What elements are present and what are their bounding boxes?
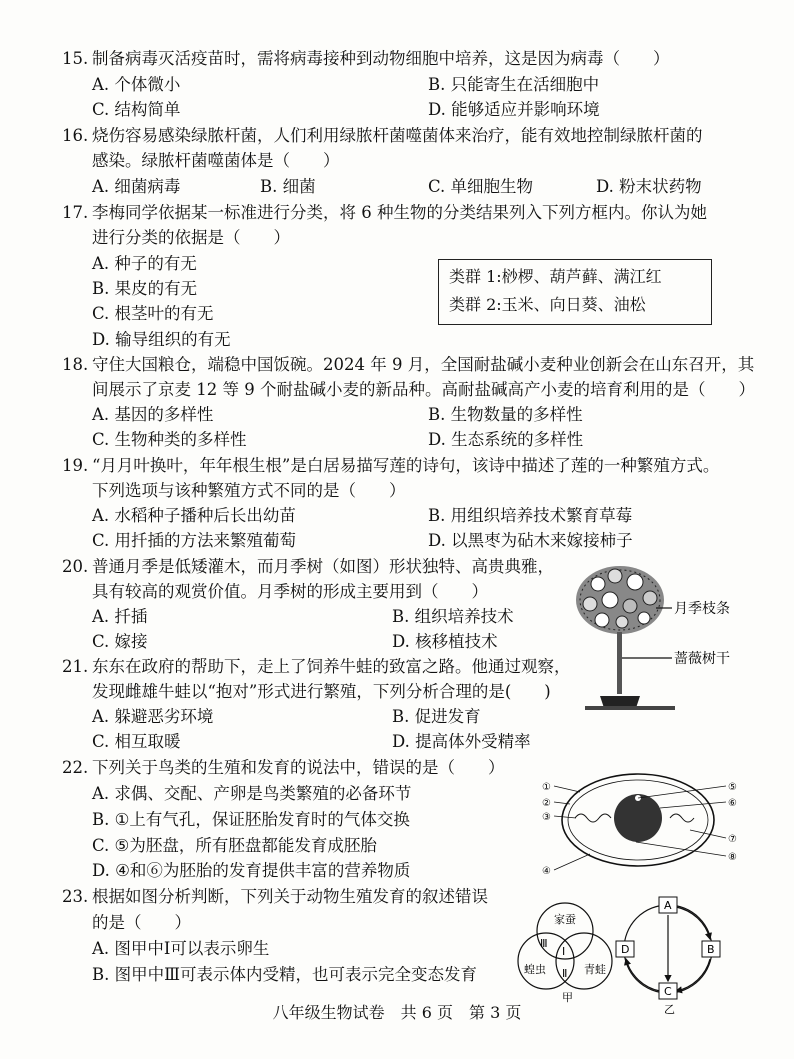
svg-text:⑦: ⑦ xyxy=(728,834,737,845)
q21-option-c[interactable]: C. 相互取暖 xyxy=(92,732,181,751)
svg-text:蝗虫: 蝗虫 xyxy=(524,963,546,976)
rose-tree-figure xyxy=(560,562,760,712)
q22-option-d[interactable]: D. ④和⑥为胚胎的发育提供丰富的营养物质 xyxy=(92,861,411,880)
q21-option-b[interactable]: B. 促进发育 xyxy=(392,707,481,726)
q15-option-a[interactable]: A. 个体微小 xyxy=(92,75,181,94)
q22-option-b[interactable]: B. ①上有气孔，保证胚胎发育时的气体交换 xyxy=(92,810,410,829)
q15-option-c[interactable]: C. 结构简单 xyxy=(92,100,181,119)
q17-option-a[interactable]: A. 种子的有无 xyxy=(92,254,197,273)
question-21-stem-cont: 发现雌雄牛蛙以“抱对”形式进行繁殖，下列分析合理的是( ) xyxy=(92,682,551,701)
q19-option-d[interactable]: D. 以黑枣为砧木来嫁接柿子 xyxy=(428,531,633,550)
question-16-stem: 16. 烧伤容易感染绿脓杆菌，人们利用绿脓杆菌噬菌体来治疗，能有效地控制绿脓杆菌的 xyxy=(62,126,703,145)
svg-text:⑥: ⑥ xyxy=(728,798,737,809)
q20-option-c[interactable]: C. 嫁接 xyxy=(92,632,148,651)
q22-option-a[interactable]: A. 求偶、交配、产卵是鸟类繁殖的必备环节 xyxy=(92,784,412,803)
q18-option-d[interactable]: D. 生态系统的多样性 xyxy=(428,430,584,449)
venn-circle-frog xyxy=(556,933,612,989)
svg-text:③: ③ xyxy=(542,812,551,823)
question-19-stem: 19. “月月叶换叶，年年根生根”是白居易描写莲的诗句，该诗中描述了莲的一种繁殖方式。 xyxy=(62,456,720,475)
q17-option-b[interactable]: B. 果皮的有无 xyxy=(92,279,198,298)
question-18-stem-cont: 间展示了京麦 12 等 9 个耐盐碱小麦的新品种。高耐盐碱高产小麦的培育利用的是（ ） xyxy=(92,380,755,399)
svg-text:家蚕: 家蚕 xyxy=(554,913,576,926)
question-20-stem: 20. 普通月季是低矮灌木，而月季树（如图）形状独特、高贵典雅， xyxy=(62,557,554,576)
svg-text:青蛙: 青蛙 xyxy=(584,963,606,976)
svg-text:⑧: ⑧ xyxy=(728,852,737,863)
q15-option-b[interactable]: B. 只能寄生在活细胞中 xyxy=(428,75,600,94)
q23-option-b[interactable]: B. 图甲中Ⅲ可表示体内受精，也可表示完全变态发育 xyxy=(92,965,478,984)
svg-text:①: ① xyxy=(542,782,551,793)
q16-option-b[interactable]: B. 细菌 xyxy=(260,177,316,196)
base xyxy=(585,706,675,710)
svg-text:②: ② xyxy=(542,798,551,809)
q17-option-d[interactable]: D. 输导组织的有无 xyxy=(92,330,231,349)
venn-diagram xyxy=(510,895,620,1005)
svg-text:乙: 乙 xyxy=(664,1003,675,1015)
svg-text:Ⅱ: Ⅱ xyxy=(562,967,568,980)
svg-text:Ⅲ: Ⅲ xyxy=(540,937,548,950)
question-17-stem-cont: 进行分类的依据是（ ） xyxy=(92,228,290,247)
classification-box xyxy=(438,259,712,325)
svg-text:⑤: ⑤ xyxy=(728,782,737,793)
q23-option-a[interactable]: A. 图甲中Ⅰ可以表示卵生 xyxy=(92,939,270,958)
trunk-label: 蔷薇树干 xyxy=(674,651,730,667)
q20-option-b[interactable]: B. 组织培养技术 xyxy=(392,607,514,626)
q19-option-c[interactable]: C. 用扦插的方法来繁殖葡萄 xyxy=(92,531,297,550)
question-23-stem-cont: 的是（ ） xyxy=(92,913,191,932)
q16-option-a[interactable]: A. 细菌病毒 xyxy=(92,177,181,196)
group-1-text: 类群 1:桫椤、葫芦藓、满江红 xyxy=(449,267,662,286)
q22-option-c[interactable]: C. ⑤为胚盘，所有胚盘都能发育成胚胎 xyxy=(92,836,377,855)
q16-option-c[interactable]: C. 单细胞生物 xyxy=(428,177,534,196)
q20-option-a[interactable]: A. 扦插 xyxy=(92,607,148,626)
question-20-stem-cont: 具有较高的观赏价值。月季树的形成主要用到（ ） xyxy=(92,582,488,601)
q18-option-c[interactable]: C. 生物种类的多样性 xyxy=(92,430,247,449)
svg-text:④: ④ xyxy=(542,866,551,877)
cycle-diagram xyxy=(612,895,732,1015)
question-16-stem-cont: 感染。绿脓杆菌噬菌体是（ ） xyxy=(92,151,340,170)
group-2-text: 类群 2:玉米、向日葵、油松 xyxy=(449,295,646,314)
q19-option-b[interactable]: B. 用组织培养技术繁育草莓 xyxy=(428,506,633,525)
svg-text:甲: 甲 xyxy=(562,991,573,1004)
cycle-node-b: B xyxy=(707,943,715,956)
question-19-stem-cont: 下列选项与该种繁殖方式不同的是（ ） xyxy=(92,481,406,500)
question-23-stem: 23. 根据如图分析判断，下列关于动物生殖发育的叙述错误 xyxy=(62,887,488,906)
trunk xyxy=(617,632,622,694)
question-17-stem: 17. 李梅同学依据某一标准进行分类，将 6 种生物的分类结果列入下列方框内。你认为她 xyxy=(62,203,707,222)
q21-option-d[interactable]: D. 提高体外受精率 xyxy=(392,732,531,751)
q16-option-d[interactable]: D. 粉末状药物 xyxy=(596,177,702,196)
q18-option-a[interactable]: A. 基因的多样性 xyxy=(92,405,214,424)
page-footer: 八年级生物试卷 共 6 页 第 3 页 xyxy=(272,1003,522,1022)
question-15-stem: 15. 制备病毒灭活疫苗时，需将病毒接种到动物细胞中培养，这是因为病毒（ ） xyxy=(62,49,670,68)
cycle-node-c: C xyxy=(664,985,672,998)
q19-option-a[interactable]: A. 水稻种子播种后长出幼苗 xyxy=(92,506,296,525)
bird-egg-figure xyxy=(540,770,750,878)
branch-label: 月季枝条 xyxy=(674,601,730,617)
cycle-node-a: A xyxy=(664,899,672,912)
q17-option-c[interactable]: C. 根茎叶的有无 xyxy=(92,304,214,323)
cycle-node-d: D xyxy=(621,943,630,956)
q21-option-a[interactable]: A. 躲避恶劣环境 xyxy=(92,707,214,726)
q15-option-d[interactable]: D. 能够适应并影响环境 xyxy=(428,100,600,119)
q18-option-b[interactable]: B. 生物数量的多样性 xyxy=(428,405,583,424)
svg-text:Ⅰ: Ⅰ xyxy=(562,945,566,958)
q20-option-d[interactable]: D. 核移植技术 xyxy=(392,632,498,651)
yolk xyxy=(614,794,662,842)
question-18-stem: 18. 守住大国粮仓，端稳中国饭碗。2024 年 9 月，全国耐盐碱小麦种业创新会在山东召开，其 xyxy=(62,355,755,374)
question-22-stem: 22. 下列关于鸟类的生殖和发育的说法中，错误的是（ ） xyxy=(62,758,505,777)
question-21-stem: 21. 东东在政府的帮助下，走上了饲养牛蛙的致富之路。他通过观察， xyxy=(62,657,571,676)
rose-canopy xyxy=(576,566,664,634)
